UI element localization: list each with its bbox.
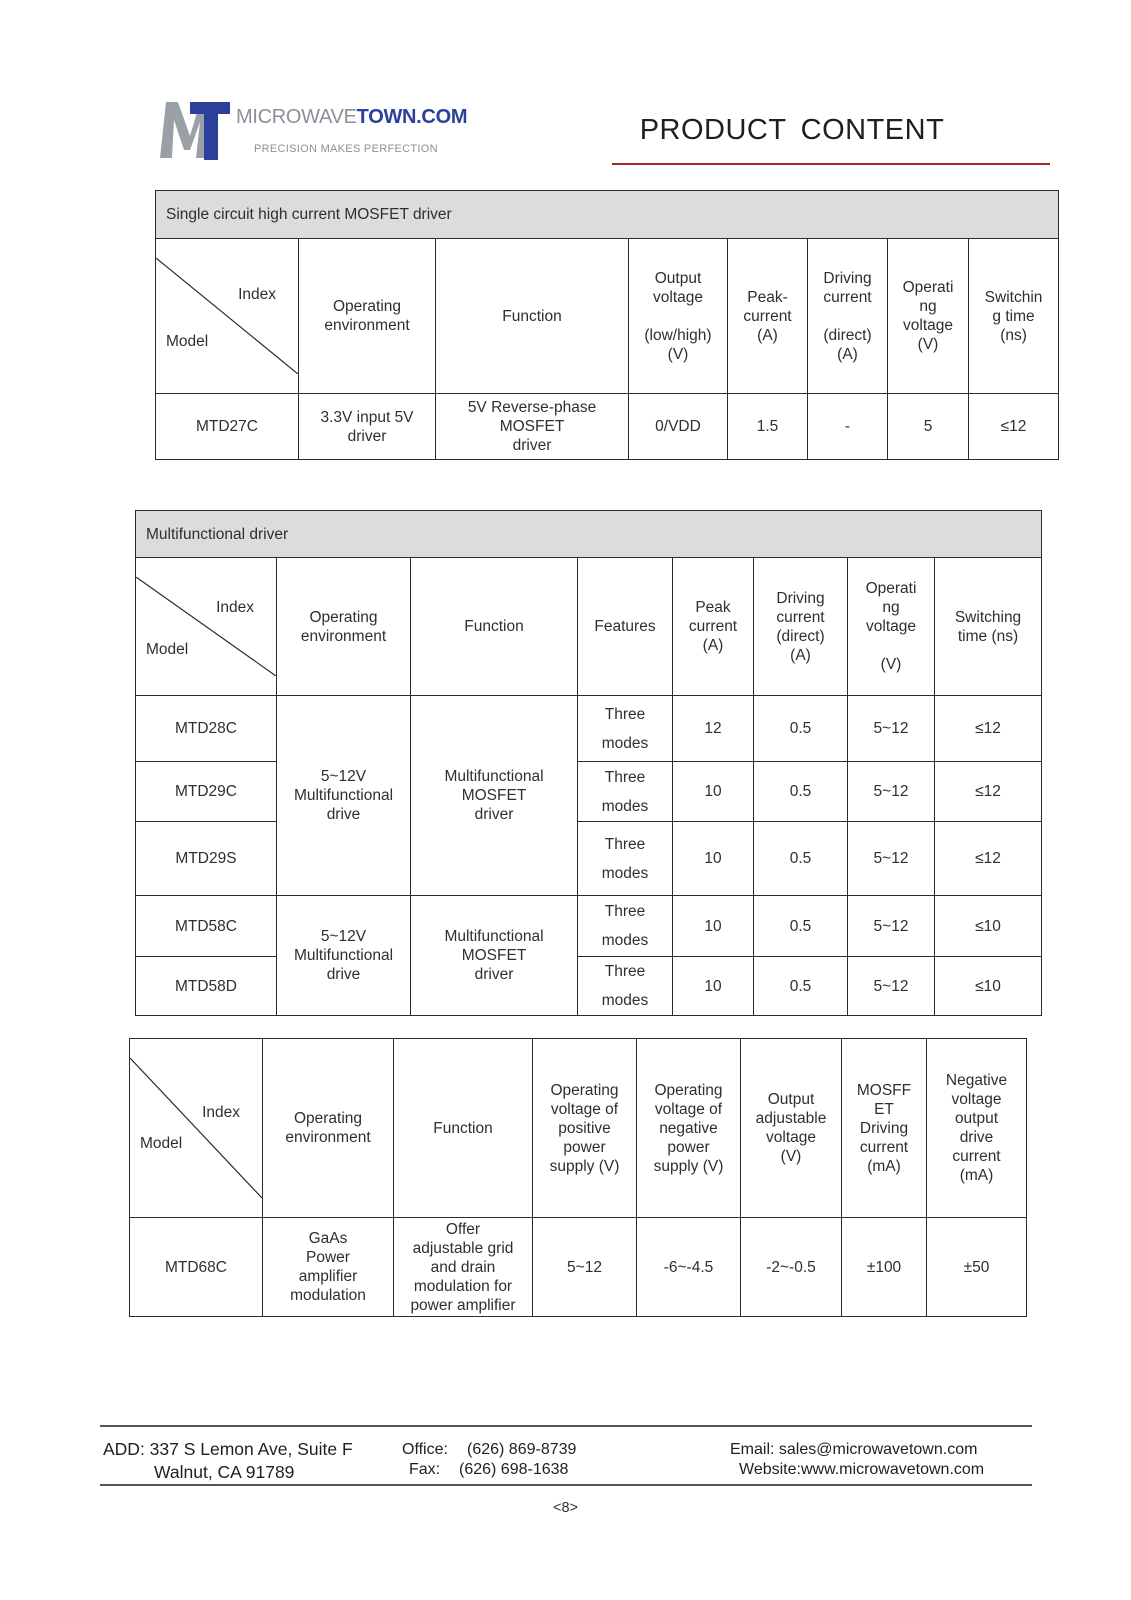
- table-single-circuit-driver: [155, 190, 1059, 460]
- table1-cell: 3.3V input 5V driver: [299, 394, 436, 460]
- table-row: [136, 762, 1042, 822]
- page-title: PRODUCT CONTENT: [639, 114, 945, 146]
- table-gaas-modulation-driver: [129, 1038, 1027, 1317]
- footer-email: Email: sales@microwavetown.com: [730, 1441, 978, 1458]
- table2-header: Peak current (A): [673, 558, 754, 696]
- title-underline: [612, 163, 1050, 165]
- footer-website: Website:www.microwavetown.com: [739, 1461, 985, 1478]
- model-cell: MTD29C: [136, 762, 277, 822]
- brand-name: MICROWAVETOWN.COM: [236, 106, 468, 128]
- corner-model-label: Model: [140, 1134, 183, 1152]
- table-row: [136, 696, 1042, 762]
- features-cell: Three modes: [578, 762, 673, 822]
- corner-model-label: Model: [166, 333, 209, 351]
- peak-cell: 10: [673, 822, 754, 896]
- voltage-cell: 5~12: [848, 822, 935, 896]
- table1-cell: 5V Reverse-phase MOSFET driver: [436, 394, 629, 460]
- table1-header: Output voltage (low/high) (V): [629, 239, 728, 394]
- table1-cell: 1.5: [728, 394, 808, 460]
- features-cell: Three modes: [578, 822, 673, 896]
- corner-index-label: Index: [238, 286, 276, 304]
- peak-cell: 10: [673, 957, 754, 1016]
- features-cell: Three modes: [578, 957, 673, 1016]
- environment-cell: 5~12V Multifunctional drive: [277, 696, 411, 896]
- switching-cell: ≤12: [935, 822, 1042, 896]
- table3-corner-cell: [130, 1039, 263, 1218]
- table2-header: Driving current (direct) (A): [754, 558, 848, 696]
- function-cell: Multifunctional MOSFET driver: [411, 896, 578, 1016]
- voltage-cell: 5~12: [848, 957, 935, 1016]
- table-row: [136, 822, 1042, 896]
- table3-cell: MTD68C: [130, 1218, 263, 1317]
- table1-header: Driving current (direct) (A): [808, 239, 888, 394]
- table3-header: Operating environment: [263, 1039, 394, 1218]
- switching-cell: ≤10: [935, 957, 1042, 1016]
- voltage-cell: 5~12: [848, 696, 935, 762]
- table-multifunctional-driver: [135, 510, 1042, 1016]
- table1-cell: -: [808, 394, 888, 460]
- model-cell: MTD29S: [136, 822, 277, 896]
- table3-header: Negative voltage output drive current (mA): [927, 1039, 1027, 1218]
- table1-header: Operating environment: [299, 239, 436, 394]
- peak-cell: 10: [673, 896, 754, 957]
- logo-mt-mark: [160, 100, 240, 164]
- table3-header: Operating voltage of positive power supply (V): [533, 1039, 637, 1218]
- peak-cell: 12: [673, 696, 754, 762]
- table3-cell: ±100: [842, 1218, 927, 1317]
- table3-cell: -2~-0.5: [741, 1218, 842, 1317]
- model-cell: MTD28C: [136, 696, 277, 762]
- footer-fax-phone: (626) 698-1638: [459, 1461, 569, 1478]
- corner-model-label: Model: [146, 641, 189, 659]
- diagonal-line: [136, 577, 276, 676]
- table3-cell: ±50: [927, 1218, 1027, 1317]
- table3-header: Operating voltage of negative power supply (V): [637, 1039, 741, 1218]
- table1-corner-cell: [156, 239, 299, 394]
- table3-cell: 5~12: [533, 1218, 637, 1317]
- table-row: [136, 896, 1042, 957]
- table-row: [130, 1218, 1027, 1317]
- table2-header: Operating environment: [277, 558, 411, 696]
- brand-tagline: PRECISION MAKES PERFECTION: [254, 143, 438, 155]
- table3-cell: Offer adjustable grid and drain modulation for power amplifier: [394, 1218, 533, 1317]
- features-cell: Three modes: [578, 696, 673, 762]
- table3-header: MOSFF ET Driving current (mA): [842, 1039, 927, 1218]
- table3-header: Output adjustable voltage (V): [741, 1039, 842, 1218]
- corner-index-label: Index: [216, 598, 254, 616]
- table-row: [136, 957, 1042, 1016]
- voltage-cell: 5~12: [848, 762, 935, 822]
- table2-header: Operati ng voltage (V): [848, 558, 935, 696]
- peak-cell: 10: [673, 762, 754, 822]
- table1-header: Peak- current (A): [728, 239, 808, 394]
- footer-office-phone: (626) 869-8739: [467, 1441, 577, 1458]
- footer-top-rule: [100, 1425, 1032, 1427]
- table3-header: Function: [394, 1039, 533, 1218]
- table3-cell: -6~-4.5: [637, 1218, 741, 1317]
- switching-cell: ≤12: [935, 762, 1042, 822]
- table1-header: Operati ng voltage (V): [888, 239, 969, 394]
- page-number: <8>: [553, 1500, 578, 1516]
- features-cell: Three modes: [578, 896, 673, 957]
- switching-cell: ≤12: [935, 696, 1042, 762]
- table2-header: Function: [411, 558, 578, 696]
- footer-address-line2: Walnut, CA 91789: [154, 1462, 295, 1482]
- environment-cell: 5~12V Multifunctional drive: [277, 896, 411, 1016]
- driving-cell: 0.5: [754, 762, 848, 822]
- table2-header: Switching time (ns): [935, 558, 1042, 696]
- corner-index-label: Index: [202, 1104, 240, 1122]
- diagonal-line: [156, 258, 298, 374]
- driving-cell: 0.5: [754, 822, 848, 896]
- driving-cell: 0.5: [754, 896, 848, 957]
- driving-cell: 0.5: [754, 957, 848, 1016]
- table1-header: Switchin g time (ns): [969, 239, 1059, 394]
- function-cell: Multifunctional MOSFET driver: [411, 696, 578, 896]
- model-cell: MTD58C: [136, 896, 277, 957]
- table1-cell: ≤12: [969, 394, 1059, 460]
- table1-cell: 5: [888, 394, 969, 460]
- table1-header: Function: [436, 239, 629, 394]
- driving-cell: 0.5: [754, 696, 848, 762]
- table1-cell: MTD27C: [156, 394, 299, 460]
- diagonal-line: [130, 1058, 262, 1198]
- switching-cell: ≤10: [935, 896, 1042, 957]
- model-cell: MTD58D: [136, 957, 277, 1016]
- table3-cell: GaAs Power amplifier modulation: [263, 1218, 394, 1317]
- footer-office-label: Office:: [402, 1441, 448, 1458]
- table1-cell: 0/VDD: [629, 394, 728, 460]
- table2-header: Features: [578, 558, 673, 696]
- table-row: [156, 394, 1059, 460]
- voltage-cell: 5~12: [848, 896, 935, 957]
- footer-address-line1: ADD: 337 S Lemon Ave, Suite F: [103, 1439, 353, 1459]
- table1-caption: Single circuit high current MOSFET driver: [156, 191, 1059, 239]
- table2-corner-cell: [136, 558, 277, 696]
- footer-bottom-rule: [100, 1484, 1032, 1486]
- table2-caption: Multifunctional driver: [136, 511, 1042, 558]
- footer-fax-label: Fax:: [409, 1461, 441, 1478]
